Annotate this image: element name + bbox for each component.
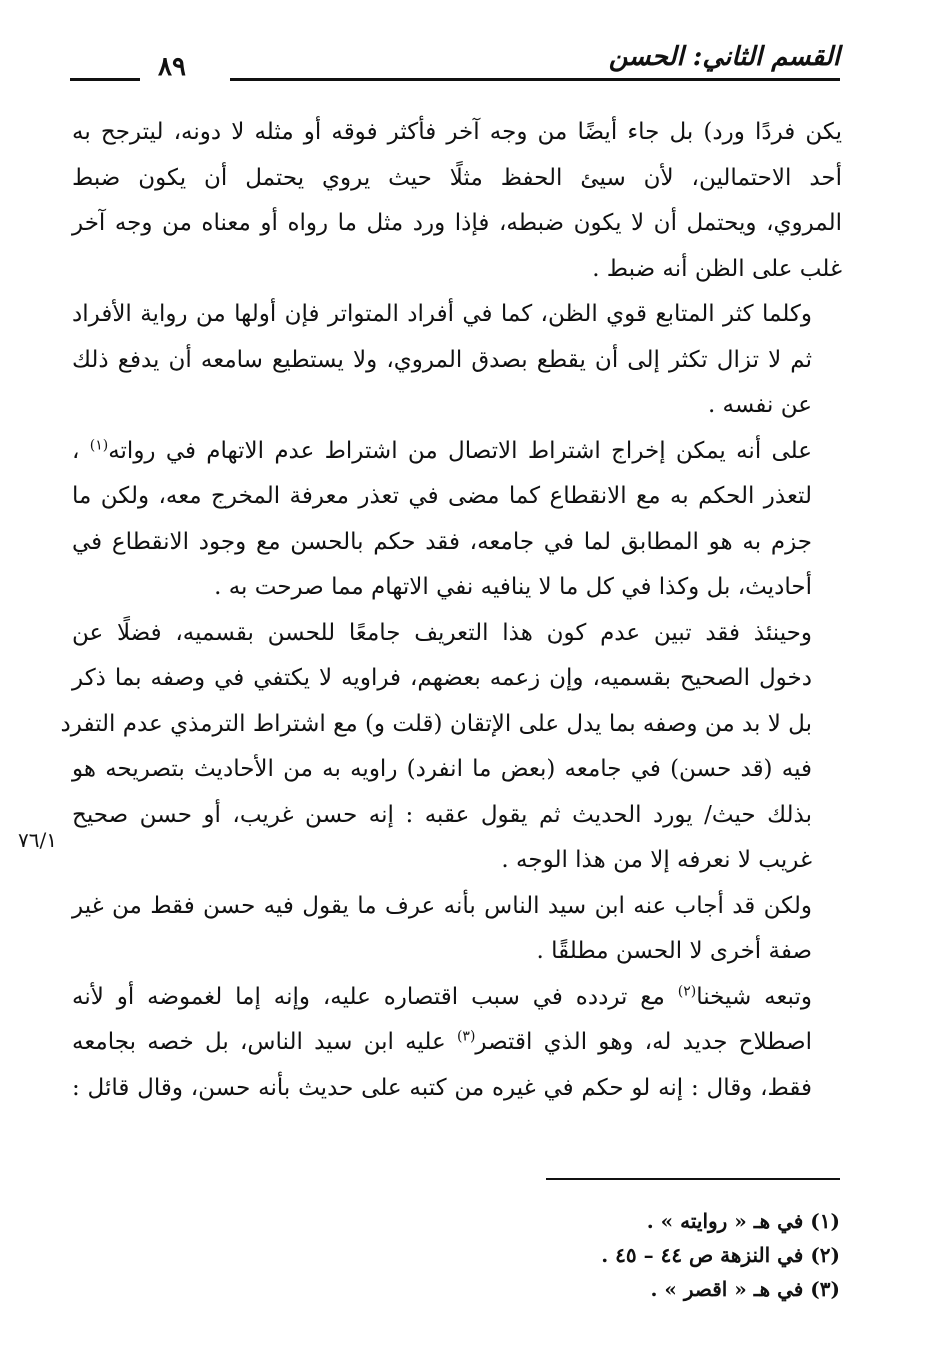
- paragraph-2: [72, 292, 842, 429]
- footnote-divider: [546, 1178, 840, 1180]
- text-line: بذلك حيث/ يورد الحديث ثم يقول عقبه : إنه حسن غريب، أو حسن صحيح: [72, 801, 812, 828]
- text-line: المروي، ويحتمل أن لا يكون ضبطه، فإذا ورد مثل ما رواه أو معناه من وجه آخر: [72, 210, 842, 236]
- paragraph-1: [72, 110, 842, 292]
- footnotes: [70, 1204, 840, 1306]
- line-tail: عليه ابن سيد الناس، بل خصه بجامعه: [72, 1029, 446, 1055]
- page-header: [70, 38, 840, 88]
- text-line: دخول الصحيح بقسميه، وإن زعمه بعضهم، فراويه لا يكتفي في وصفه بما ذكر: [72, 665, 812, 691]
- text-line: صفة أخرى لا الحسن مطلقًا .: [536, 938, 812, 964]
- text-line: فقط، وقال : إنه لو حكم في غيره من كتبه على حديث بأنه حسن، وقال قائل :: [72, 1074, 812, 1101]
- footnote-1: (١) في هـ « روايته » .: [646, 1209, 840, 1233]
- paragraph-5: [72, 884, 842, 975]
- text-line: بل لا بد من وصفه بما يدل على الإتقان (قلت و) مع اشتراط الترمذي عدم التفرد: [60, 710, 812, 737]
- main-text: [60, 110, 842, 1111]
- text-line: أحاديث، بل وكذا في كل ما لا ينافيه نفي الاتهام مما صرحت به .: [214, 574, 812, 600]
- text-line: عن نفسه .: [707, 392, 812, 418]
- text-line: [72, 429, 842, 475]
- text-line: ثم لا تزال تكثر إلى أن يقطع بصدق المروي، ولا يستطيع سامعه أن يدفع ذلك: [72, 346, 812, 373]
- header-rule: [230, 78, 840, 81]
- text-line: غريب لا نعرفه إلا من هذا الوجه .: [501, 847, 812, 873]
- footnote-3: (٣) في هـ « اقصر » .: [650, 1277, 840, 1301]
- line-text: على أنه يمكن إخراج اشتراط الاتصال من اشتراط عدم الاتهام في رواته: [108, 437, 813, 464]
- text-line: جزم به هو المطابق لما في جامعه، فقد حكم بالحسن مع وجود الانقطاع في: [72, 528, 812, 555]
- paragraph-3: [72, 429, 842, 611]
- paragraph-6: [72, 975, 842, 1112]
- line-tail: ،: [72, 437, 80, 464]
- footnote-2: (٢) في النزهة ص ٤٤ – ٤٥ .: [601, 1243, 840, 1267]
- text-line: ولكن قد أجاب عنه ابن سيد الناس بأنه عرف ما يقول فيه حسن فقط من غير: [72, 892, 812, 919]
- text-line: [72, 975, 842, 1021]
- margin-manuscript-reference: ٧٦/١: [18, 828, 57, 852]
- line-text: وتبعه شيخنا: [696, 983, 812, 1010]
- page-number: ٨٩: [158, 52, 186, 82]
- text-line: أحد الاحتمالين، لأن سيئ الحفظ مثلًا حيث يروي يحتمل أن يكون ضبط: [72, 164, 842, 191]
- line-tail: مع تردده في سبب اقتصاره عليه، وإنه إما لغموضه أو لأنه: [72, 983, 665, 1010]
- text-line: فيه (قد حسن) في جامعه (بعض ما انفرد) راويه به من الأحاديث بتصريحه هو: [72, 756, 812, 782]
- header-rule-short: [70, 78, 140, 81]
- text-line: [72, 1020, 842, 1066]
- text-line: لتعذر الحكم به مع الانقطاع كما مضى في تعذر معرفة المخرج معه، ولكن ما: [72, 483, 812, 509]
- text-line: غلب على الظن أنه ضبط .: [592, 255, 842, 282]
- paragraph-4: [60, 611, 842, 884]
- line-text: اصطلاح جديد له، وهو الذي اقتصر: [475, 1029, 812, 1055]
- footnote-ref-2: (٢): [677, 982, 697, 999]
- footnote-ref-3: (٣): [456, 1028, 476, 1045]
- text-line: وحينئذ فقد تبين عدم كون هذا التعريف جامعًا للحسن بقسميه، فضلًا عن: [72, 619, 812, 646]
- text-line: وكلما كثر المتابع قوي الظن، كما في أفراد المتواتر فإن أولها من رواية الأفراد: [72, 301, 812, 327]
- footnote-ref-1: (١): [89, 436, 109, 453]
- running-title: القسم الثاني: الحسن: [608, 42, 840, 72]
- text-line: يكن فردًا ورد) بل جاء أيضًا من وجه آخر فأكثر فوقه أو مثله لا دونه، ليترجح به: [72, 119, 842, 145]
